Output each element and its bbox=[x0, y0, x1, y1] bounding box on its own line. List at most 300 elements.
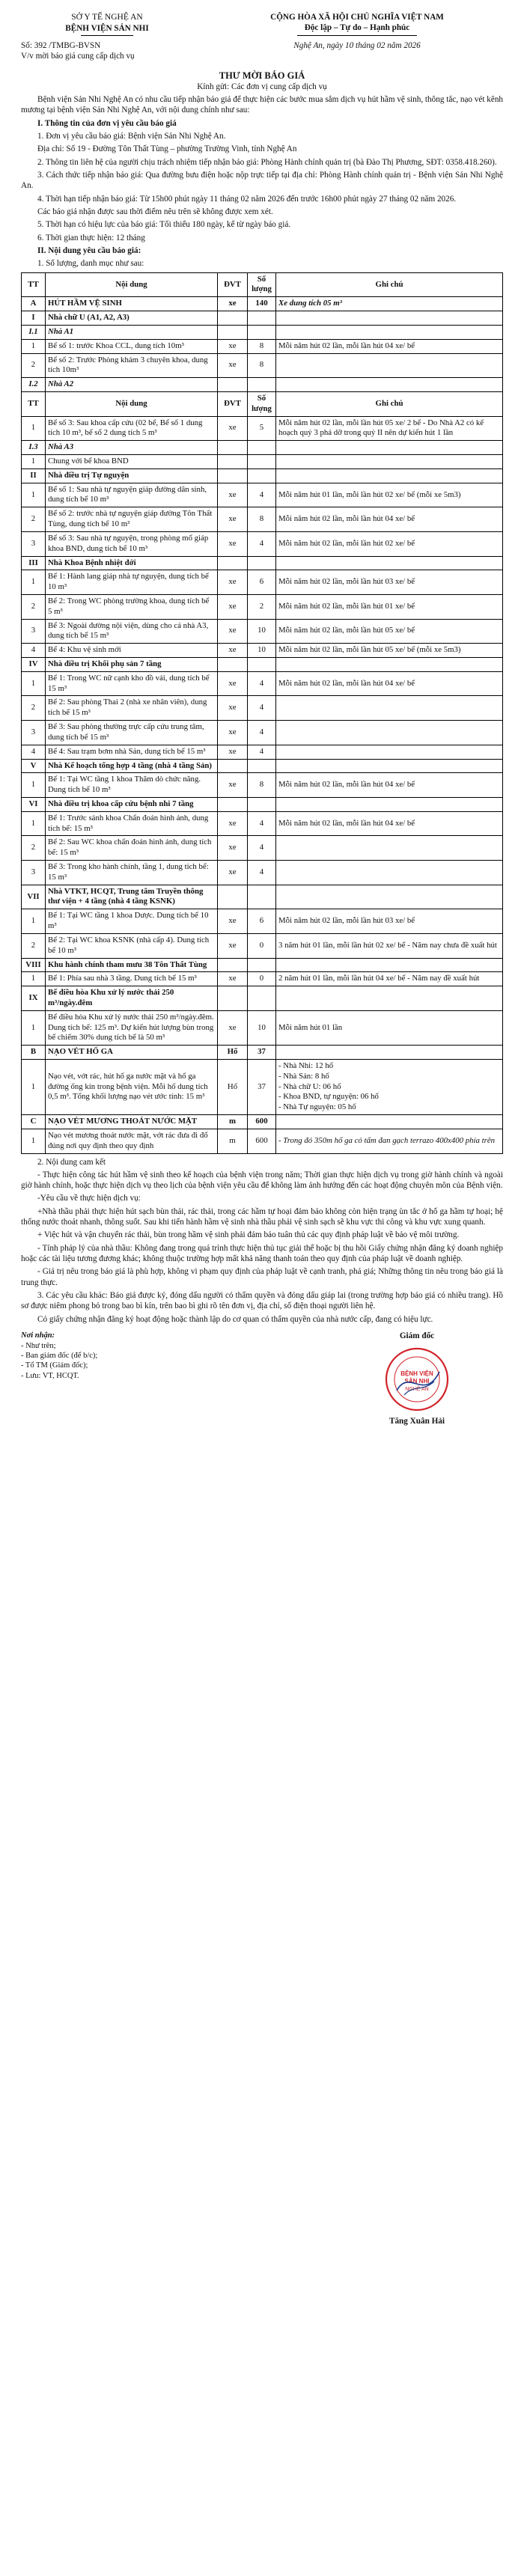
cell-content: Bể số 3: Sau khoa cấp cứu (02 bể, Bể số 1 dung tích 10 m³, bể số 2 dung tích 5 m³ bbox=[46, 416, 218, 441]
cell-unit bbox=[218, 556, 248, 570]
cell-unit: xe bbox=[218, 861, 248, 885]
cell-content: Bể 1: Tại WC tầng 1 khoa Thăm dò chức năng. Dung tích bể 10 m³ bbox=[46, 773, 218, 798]
recipients-title: Nơi nhận: bbox=[21, 1331, 55, 1340]
cell-unit bbox=[218, 311, 248, 326]
cell-unit bbox=[218, 759, 248, 773]
cell-note bbox=[276, 441, 503, 455]
cell-unit: xe bbox=[218, 353, 248, 378]
cell-tt: II bbox=[22, 468, 46, 483]
cell-content: Bể 3: Ngoài đường nội viện, dùng cho cả nhà A3, dung tích bể 15 m³ bbox=[46, 619, 218, 644]
cell-note bbox=[276, 658, 503, 672]
cell-note: Mỗi năm hút 02 lần, mỗi lần hút 01 xe/ bể bbox=[276, 594, 503, 619]
cell-quantity: 10 bbox=[248, 644, 276, 658]
cell-content: Nhà A2 bbox=[46, 378, 218, 392]
cell-quantity: 6 bbox=[248, 570, 276, 595]
recipients-block bbox=[21, 1331, 246, 1427]
cell-tt: 2 bbox=[22, 353, 46, 378]
section-1-item: Các báo giá nhận được sau thời điểm nêu trên sẽ không được xem xét. bbox=[37, 207, 273, 216]
cell-tt: 3 bbox=[22, 531, 46, 556]
cell-quantity: 10 bbox=[248, 1010, 276, 1045]
cell-tt: 1 bbox=[22, 339, 46, 353]
cell-tt: IV bbox=[22, 658, 46, 672]
cell-tt: 3 bbox=[22, 861, 46, 885]
cell-unit: xe bbox=[218, 507, 248, 532]
table-group-row bbox=[22, 468, 503, 483]
cell-quantity bbox=[248, 658, 276, 672]
cell-content: Bể 1: Tại WC tầng 1 khoa Dược. Dung tích bể 10 m³ bbox=[46, 909, 218, 934]
cell-unit bbox=[218, 658, 248, 672]
cell-unit bbox=[218, 325, 248, 339]
cell-quantity bbox=[248, 311, 276, 326]
table-row bbox=[22, 836, 503, 861]
cell-unit: xe bbox=[218, 721, 248, 745]
cell-unit: ĐVT bbox=[218, 391, 248, 416]
table-header-row bbox=[22, 272, 503, 297]
cell-quantity: 6 bbox=[248, 909, 276, 934]
cell-tt: VI bbox=[22, 797, 46, 811]
cell-quantity bbox=[248, 441, 276, 455]
cell-unit: xe bbox=[218, 909, 248, 934]
cell-tt: 2 bbox=[22, 836, 46, 861]
cell-tt: 3 bbox=[22, 619, 46, 644]
table-row bbox=[22, 353, 503, 378]
intro-paragraph: Bệnh viện Sản Nhi Nghệ An có nhu cầu tiếp nhận báo giá để thực hiện các bước mua sắm dịch vụ hút hầm vệ sinh, thông tắc, nạo vét kênh mương tại bệnh viện Sản Nhi Nghệ An, với nội dung chính như sau: bbox=[21, 95, 504, 115]
cell-note: Mỗi năm hút 02 lần, mỗi lần hút 04 xe/ bể bbox=[276, 507, 503, 532]
cell-note: Mỗi năm hút 01 lần bbox=[276, 1010, 503, 1045]
cell-tt: V bbox=[22, 759, 46, 773]
cell-unit: xe bbox=[218, 339, 248, 353]
cell-note: Mỗi năm hút 02 lần, mỗi lần hút 03 xe/ bể bbox=[276, 570, 503, 595]
cell-content: Nhà điều trị khoa cấp cứu bệnh nhi 7 tầng bbox=[46, 797, 218, 811]
cell-content: Nhà điều trị Tự nguyện bbox=[46, 468, 218, 483]
cell-quantity: Số lượng bbox=[248, 391, 276, 416]
signer-role: Giám đốc bbox=[399, 1331, 435, 1341]
signature-block bbox=[331, 1331, 503, 1427]
cell-content: Nhà Khoa Bệnh nhiệt đới bbox=[46, 556, 218, 570]
cell-note bbox=[276, 311, 503, 326]
recipient-item: - Như trên; bbox=[21, 1341, 56, 1350]
cell-unit: xe bbox=[218, 972, 248, 986]
table-group-row bbox=[22, 1046, 503, 1060]
cell-unit bbox=[218, 958, 248, 972]
cell-tt: 1 bbox=[22, 483, 46, 507]
section-1-content bbox=[21, 131, 503, 243]
cell-quantity bbox=[248, 986, 276, 1011]
cell-quantity: 4 bbox=[248, 745, 276, 759]
table-group-row bbox=[22, 311, 503, 326]
cell-content: Bể số 1: trước Khoa CCL, dung tích 10m³ bbox=[46, 339, 218, 353]
table-group-row bbox=[22, 441, 503, 455]
cell-content: Nội dung bbox=[46, 391, 218, 416]
cell-quantity: 4 bbox=[248, 811, 276, 836]
recipients-list bbox=[21, 1341, 246, 1382]
recipient-item: - Tổ TM (Giám đốc); bbox=[21, 1361, 88, 1370]
cell-content: Bể 3: Sau phòng thường trực cấp cứu trung tâm, dung tích bể 15 m³ bbox=[46, 721, 218, 745]
commitment-paragraph: + Việc hút và vận chuyển rác thải, bùn trong hầm vệ sinh phải đảm bảo tuân thủ các quy định pháp luật về bảo vệ môi trường. bbox=[37, 1230, 460, 1240]
cell-unit: xe bbox=[218, 297, 248, 311]
cell-note: - Nhà Nhi: 12 hố - Nhà Sản: 8 hố - Nhà chữ U: 06 hố - Khoa BND, tự nguyện: 06 hố - Nhà Tự nguyện: 05 hố bbox=[276, 1060, 503, 1115]
cell-quantity: 5 bbox=[248, 416, 276, 441]
cell-tt: 1 bbox=[22, 773, 46, 798]
cell-content: Bể 2: Sau WC khoa chẩn đoán hình ảnh, dung tích bể: 15 m³ bbox=[46, 836, 218, 861]
table-group-row bbox=[22, 885, 503, 909]
cell-quantity bbox=[248, 759, 276, 773]
signature-row bbox=[21, 1331, 503, 1427]
cell-content: Nhà A3 bbox=[46, 441, 218, 455]
table-group-row bbox=[22, 378, 503, 392]
cell-quantity: 8 bbox=[248, 339, 276, 353]
cell-tt: 2 bbox=[22, 594, 46, 619]
cell-tt: I.3 bbox=[22, 441, 46, 455]
table-row bbox=[22, 811, 503, 836]
cell-content: Chung với bể khoa BND bbox=[46, 455, 218, 469]
cell-unit bbox=[218, 378, 248, 392]
cell-quantity bbox=[248, 325, 276, 339]
table-row bbox=[22, 696, 503, 721]
table-row bbox=[22, 1010, 503, 1045]
cell-unit: xe bbox=[218, 594, 248, 619]
cell-quantity: 4 bbox=[248, 861, 276, 885]
svg-text:BỆNH VIỆN: BỆNH VIỆN bbox=[400, 1370, 433, 1378]
section-2-sub2: 2. Nội dung cam kết bbox=[37, 1157, 106, 1167]
cell-note: Mỗi năm hút 02 lần, mỗi lần hút 05 xe/ 2 bể - Do Nhà A2 có kế hoạch quý 3 phá dỡ trong quý II nên dự kiến hút 1 lần bbox=[276, 416, 503, 441]
table-row bbox=[22, 671, 503, 696]
commitment-paragraph: 3. Các yêu cầu khác: Báo giá được ký, đóng dấu người có thẩm quyền và đóng dấu giáp lai (trong trường hợp báo giá có nhiều trang). Hồ sơ được niêm phong bỏ trong bao bì kín, trên bao bì ghi rõ tên đơn vị, địa chỉ, số điện thoại người liên hệ. bbox=[21, 1291, 503, 1311]
cell-tt: 1 bbox=[22, 1060, 46, 1115]
cell-content: Bể 4: Khu vệ sinh mới bbox=[46, 644, 218, 658]
table-group-row bbox=[22, 759, 503, 773]
cell-tt: 1 bbox=[22, 455, 46, 469]
cell-quantity: 2 bbox=[248, 594, 276, 619]
cell-content: Nạo vét, vớt rác, hút hố ga nước mặt và hố ga đường ống kín trong bệnh viện. Mỗi hố dung tích 0,5 m³. Tổng khối lượng nạo vét ước tính: 15 m³ bbox=[46, 1060, 218, 1115]
section-1-item: 2. Thông tin liên hệ của người chịu trách nhiệm tiếp nhận báo giá: Phòng Hành chính quản trị (bà Đào Thị Phương, SĐT: 0358.418.260). bbox=[37, 157, 497, 167]
cell-tt: 2 bbox=[22, 696, 46, 721]
cell-content: HÚT HẦM VỆ SINH bbox=[46, 297, 218, 311]
table-row bbox=[22, 570, 503, 595]
cell-tt: 1 bbox=[22, 570, 46, 595]
cell-note: Mỗi năm hút 02 lần, mỗi lần hút 04 xe/ bể bbox=[276, 773, 503, 798]
cell-unit: xe bbox=[218, 1010, 248, 1045]
cell-tt: III bbox=[22, 556, 46, 570]
republic-name: CỘNG HÒA XÃ HỘI CHỦ NGHĨA VIỆT NAM bbox=[270, 13, 444, 22]
table-row bbox=[22, 455, 503, 469]
section-1-item: 4. Thời hạn tiếp nhận báo giá: Từ 15h00 phút ngày 11 tháng 02 năm 2026 đến trước 16h00 phút ngày 27 tháng 02 năm 2026. bbox=[37, 194, 457, 204]
cell-tt: VIII bbox=[22, 958, 46, 972]
col-header-tt: TT bbox=[22, 272, 46, 297]
cell-tt: 4 bbox=[22, 745, 46, 759]
cell-tt: 2 bbox=[22, 507, 46, 532]
cell-content: Khu hành chính tham mưu 38 Tôn Thất Tùng bbox=[46, 958, 218, 972]
cell-note: Mỗi năm hút 02 lần, mỗi lần hút 05 xe/ bể bbox=[276, 619, 503, 644]
table-group-row bbox=[22, 658, 503, 672]
cell-unit bbox=[218, 797, 248, 811]
cell-tt: 1 bbox=[22, 1010, 46, 1045]
cell-content: Nhà Kế hoạch tổng hợp 4 tầng (nhà 4 tầng Sản) bbox=[46, 759, 218, 773]
cell-tt: 1 bbox=[22, 671, 46, 696]
table-group-row bbox=[22, 297, 503, 311]
cell-content: Bể 2: Sau phòng Thai 2 (nhà xe nhân viên), dung tích bể 15 m³ bbox=[46, 696, 218, 721]
cell-note bbox=[276, 958, 503, 972]
divider bbox=[81, 35, 133, 36]
cell-note bbox=[276, 455, 503, 469]
table-row bbox=[22, 594, 503, 619]
cell-note bbox=[276, 556, 503, 570]
cell-unit: xe bbox=[218, 836, 248, 861]
table-row bbox=[22, 619, 503, 644]
col-header-note: Ghi chú bbox=[276, 272, 503, 297]
col-header-unit: ĐVT bbox=[218, 272, 248, 297]
cell-note bbox=[276, 468, 503, 483]
table-row bbox=[22, 773, 503, 798]
cell-tt: 1 bbox=[22, 972, 46, 986]
cell-tt: IX bbox=[22, 986, 46, 1011]
cell-content: Bể số 3: Sau nhà tự nguyện, trong phòng mổ giáp khoa BND, dung tích bể 10 m³ bbox=[46, 531, 218, 556]
cell-quantity: 8 bbox=[248, 353, 276, 378]
cell-content: Bể số 1: Sau nhà tự nguyện giáp đường dân sinh, dung tích bể 10 m³ bbox=[46, 483, 218, 507]
cell-note: Mỗi năm hút 02 lần, mỗi lần hút 02 xe/ bể bbox=[276, 531, 503, 556]
cell-content: Bể 4: Sau trạm bơm nhà Sản, dung tích bể 15 m³ bbox=[46, 745, 218, 759]
commitment-paragraph: -Yêu cầu về thực hiện dịch vụ: bbox=[37, 1194, 141, 1203]
cell-content: Nhà A1 bbox=[46, 325, 218, 339]
cell-unit: m bbox=[218, 1115, 248, 1129]
table-row bbox=[22, 644, 503, 658]
cell-note: Mỗi năm hút 02 lần, mỗi lần hút 04 xe/ bể bbox=[276, 339, 503, 353]
cell-tt: 2 bbox=[22, 933, 46, 958]
cell-unit: xe bbox=[218, 745, 248, 759]
cell-content: Bể 1: Trong WC nữ cạnh kho đồ vải, dung tích bể 15 m³ bbox=[46, 671, 218, 696]
greeting: Kính gửi: Các đơn vị cung cấp dịch vụ bbox=[197, 82, 327, 91]
cell-note bbox=[276, 836, 503, 861]
cell-tt: I bbox=[22, 311, 46, 326]
table-group-row bbox=[22, 556, 503, 570]
table-row bbox=[22, 531, 503, 556]
cell-note bbox=[276, 861, 503, 885]
cell-content: Bể 2: Trong WC phòng trường khoa, dung tích bể 5 m³ bbox=[46, 594, 218, 619]
cell-content: Bể 2: Tại WC khoa KSNK (nhà cấp 4). Dung tích bể 10 m³ bbox=[46, 933, 218, 958]
cell-tt: VII bbox=[22, 885, 46, 909]
table-body bbox=[22, 297, 503, 1153]
cell-quantity bbox=[248, 455, 276, 469]
cell-content: Bể 1: Trước sảnh khoa Chẩn đoán hình ảnh, dung tích bể: 15 m³ bbox=[46, 811, 218, 836]
cell-unit: xe bbox=[218, 773, 248, 798]
cell-tt: 1 bbox=[22, 909, 46, 934]
section-1-item: Địa chỉ: Số 19 - Đường Tôn Thất Tùng – phường Trường Vinh, tỉnh Nghệ An bbox=[37, 144, 297, 154]
cell-unit: xe bbox=[218, 416, 248, 441]
cell-note bbox=[276, 325, 503, 339]
svg-text:NGHỆ AN: NGHỆ AN bbox=[405, 1387, 429, 1393]
cell-quantity: 8 bbox=[248, 773, 276, 798]
cell-content: NẠO VÉT MƯƠNG THOÁT NƯỚC MẶT bbox=[46, 1115, 218, 1129]
cell-quantity: 4 bbox=[248, 836, 276, 861]
cell-quantity: 4 bbox=[248, 531, 276, 556]
table-row bbox=[22, 339, 503, 353]
cell-content: Bể số 2: trước nhà tự nguyện giáp đường Tôn Thất Tùng, dung tích bể 10 m³ bbox=[46, 507, 218, 532]
document-header bbox=[21, 12, 503, 39]
cell-quantity: 140 bbox=[248, 297, 276, 311]
official-stamp bbox=[383, 1346, 451, 1413]
cell-note: - Trong đó 350m hố ga có tấm đan gạch terrazo 400x400 phía trên bbox=[276, 1129, 503, 1153]
section-2-heading: II. Nội dung yêu cầu báo giá: bbox=[37, 245, 141, 255]
cell-quantity: 4 bbox=[248, 721, 276, 745]
table-group-row bbox=[22, 797, 503, 811]
cell-unit bbox=[218, 885, 248, 909]
service-table bbox=[21, 272, 503, 1154]
cell-tt: 3 bbox=[22, 721, 46, 745]
commitment-paragraph: +Nhà thầu phải thực hiện hút sạch bùn thải, rác thải, trong các hầm tự hoại đảm bảo không còn hiện trạng ùn tắc ở hố ga hầm tự hoại; hệ thống nước thoát nhanh, thông suốt. Sau khi tiến hành hầm vệ sinh nhà thầu phải vệ sinh sạch sẽ khu vực thi công và khu vực xung quanh. bbox=[21, 1206, 503, 1227]
cell-note: Mỗi năm hút 02 lần, mỗi lần hút 05 xe/ bể (mỗi xe 5m3) bbox=[276, 644, 503, 658]
cell-unit bbox=[218, 986, 248, 1011]
cell-note: 2 năm hút 01 lần, mỗi lần hút 04 xe/ bể - Năm nay đề xuất hút bbox=[276, 972, 503, 986]
table-row bbox=[22, 861, 503, 885]
national-block bbox=[211, 12, 503, 39]
recipient-item: - Lưu: VT, HCQT. bbox=[21, 1371, 79, 1380]
cell-quantity: 10 bbox=[248, 619, 276, 644]
cell-unit bbox=[218, 468, 248, 483]
cell-unit bbox=[218, 441, 248, 455]
cell-note bbox=[276, 696, 503, 721]
table-row bbox=[22, 721, 503, 745]
document-number: Số: 392 /TMBG-BVSN bbox=[21, 41, 101, 51]
section-1-item: 6. Thời gian thực hiện: 12 tháng bbox=[37, 233, 145, 242]
cell-content: Bể 1: Hành lang giáp nhà tự nguyện, dung tích bể 10 m³ bbox=[46, 570, 218, 595]
hospital-name: BỆNH VIỆN SẢN NHI bbox=[65, 23, 149, 33]
cell-quantity: 4 bbox=[248, 483, 276, 507]
recipient-item: - Ban giám đốc (để b/c); bbox=[21, 1351, 98, 1360]
cell-quantity: 0 bbox=[248, 933, 276, 958]
cell-tt: I.1 bbox=[22, 325, 46, 339]
cell-note bbox=[276, 1115, 503, 1129]
commitment-paragraph: - Giá trị nêu trong báo giá là phù hợp, không vi phạm quy định của pháp luật về cạnh tranh, phá giá; Những thông tin nêu trong báo giá là trung thực. bbox=[21, 1267, 503, 1287]
table-row bbox=[22, 972, 503, 986]
cell-note bbox=[276, 885, 503, 909]
reference-block bbox=[21, 40, 171, 62]
cell-unit: m bbox=[218, 1129, 248, 1153]
ministry-name: SỞ Y TẾ NGHỆ AN bbox=[71, 13, 143, 22]
cell-note: 3 năm hút 01 lần, mỗi lần hút 02 xe/ bể - Năm nay chưa đề xuất hút bbox=[276, 933, 503, 958]
cell-quantity: 600 bbox=[248, 1129, 276, 1153]
cell-note bbox=[276, 797, 503, 811]
cell-unit: xe bbox=[218, 619, 248, 644]
cell-quantity: 4 bbox=[248, 671, 276, 696]
table-group-row bbox=[22, 325, 503, 339]
cell-tt: I.2 bbox=[22, 378, 46, 392]
cell-content: NẠO VÉT HỐ GA bbox=[46, 1046, 218, 1060]
table-row bbox=[22, 909, 503, 934]
section-1-item: 1. Đơn vị yêu cầu báo giá: Bệnh viện Sản Nhi Nghệ An. bbox=[37, 132, 226, 141]
cell-unit: xe bbox=[218, 811, 248, 836]
cell-tt: 4 bbox=[22, 644, 46, 658]
cell-unit bbox=[218, 455, 248, 469]
commitment-paragraph: Có giấy chứng nhận đăng ký hoạt động hoặc thành lập do cơ quan có thẩm quyền của nhà nước cấp, đang có hiệu lực. bbox=[37, 1314, 433, 1324]
cell-tt: B bbox=[22, 1046, 46, 1060]
cell-unit: xe bbox=[218, 531, 248, 556]
table-row bbox=[22, 507, 503, 532]
cell-content: Bể điều hòa Khu xử lý nước thải 250 m³/ngày.đêm bbox=[46, 986, 218, 1011]
cell-quantity bbox=[248, 378, 276, 392]
cell-unit: Hố bbox=[218, 1060, 248, 1115]
cell-content: Bể 3: Trong kho hành chính, tầng 1, dung tích bể: 15 m³ bbox=[46, 861, 218, 885]
cell-tt: 1 bbox=[22, 811, 46, 836]
cell-unit: xe bbox=[218, 644, 248, 658]
cell-note bbox=[276, 759, 503, 773]
cell-content: Nạo vét mương thoát nước mặt, vớt rác đưa đi đổ đúng nơi quy định theo quy định bbox=[46, 1129, 218, 1153]
cell-content: Nhà chữ U (A1, A2, A3) bbox=[46, 311, 218, 326]
reference-row bbox=[21, 40, 503, 62]
cell-quantity bbox=[248, 958, 276, 972]
document-date: Nghệ An, ngày 10 tháng 02 năm 2026 bbox=[293, 41, 421, 51]
section-2-sub1: 1. Số lượng, danh mục như sau: bbox=[37, 259, 144, 269]
cell-quantity bbox=[248, 797, 276, 811]
cell-note bbox=[276, 745, 503, 759]
table-group-row bbox=[22, 1115, 503, 1129]
cell-unit: xe bbox=[218, 671, 248, 696]
divider bbox=[297, 35, 417, 36]
section-1-heading: I. Thông tin của đơn vị yêu cầu báo giá bbox=[37, 118, 177, 128]
signer-name: Tăng Xuân Hải bbox=[389, 1417, 445, 1426]
cell-note bbox=[276, 353, 503, 378]
cell-note bbox=[276, 1046, 503, 1060]
cell-note: Xe dung tích 05 m³ bbox=[276, 297, 503, 311]
svg-text:SẢN NHI: SẢN NHI bbox=[404, 1378, 430, 1385]
table-row bbox=[22, 933, 503, 958]
cell-note: Mỗi năm hút 02 lần, mỗi lần hút 04 xe/ bể bbox=[276, 671, 503, 696]
stamp-seal-icon bbox=[383, 1346, 451, 1413]
section-1-item: 3. Cách thức tiếp nhận báo giá: Qua đường bưu điện hoặc nộp trực tiếp tại địa chỉ: Phòng Hành chính quản trị - Bệnh viện Sản Nhi Nghệ An. bbox=[21, 171, 503, 191]
cell-quantity bbox=[248, 885, 276, 909]
table-row bbox=[22, 1060, 503, 1115]
commitment-paragraph: - Tính pháp lý của nhà thầu: Không đang trong quá trình thực hiện thủ tục giải thể hoặc bị thu hồi Giấy chứng nhận đăng ký doanh nghiệp hoặc các tài liệu tương đương khác; không thuộc trường hợp mất khả năng thanh toán theo quy định của pháp luật về doanh nghiệp. bbox=[21, 1243, 503, 1264]
col-header-quantity: Số lượng bbox=[248, 272, 276, 297]
cell-quantity: 600 bbox=[248, 1115, 276, 1129]
cell-tt: TT bbox=[22, 391, 46, 416]
cell-unit: xe bbox=[218, 696, 248, 721]
cell-note: Ghi chú bbox=[276, 391, 503, 416]
section-1-item: 5. Thời hạn có hiệu lực của báo giá: Tối thiểu 180 ngày, kể từ ngày báo giá. bbox=[37, 220, 291, 230]
cell-note bbox=[276, 986, 503, 1011]
cell-quantity: 37 bbox=[248, 1060, 276, 1115]
cell-unit: xe bbox=[218, 570, 248, 595]
table-group-row bbox=[22, 958, 503, 972]
table-row bbox=[22, 483, 503, 507]
cell-unit: xe bbox=[218, 483, 248, 507]
cell-note bbox=[276, 378, 503, 392]
issuer-block bbox=[21, 12, 193, 39]
cell-note: Mỗi năm hút 02 lần, mỗi lần hút 03 xe/ bể bbox=[276, 909, 503, 934]
cell-unit: xe bbox=[218, 933, 248, 958]
cell-quantity: 0 bbox=[248, 972, 276, 986]
cell-tt: 1 bbox=[22, 1129, 46, 1153]
table-row bbox=[22, 416, 503, 441]
cell-quantity bbox=[248, 556, 276, 570]
cell-note: Mỗi năm hút 02 lần, mỗi lần hút 04 xe/ bể bbox=[276, 811, 503, 836]
national-motto: Độc lập – Tự do – Hạnh phúc bbox=[304, 23, 410, 33]
cell-tt: 1 bbox=[22, 416, 46, 441]
cell-content: Nhà VTKT, HCQT, Trung tâm Truyền thông thư viện + 4 tầng (nhà 4 tầng KSNK) bbox=[46, 885, 218, 909]
cell-quantity bbox=[248, 468, 276, 483]
cell-quantity: 37 bbox=[248, 1046, 276, 1060]
table-row bbox=[22, 745, 503, 759]
table-header-row bbox=[22, 391, 503, 416]
col-header-content: Nội dung bbox=[46, 272, 218, 297]
cell-quantity: 4 bbox=[248, 696, 276, 721]
cell-content: Bể điều hòa Khu xử lý nước thải 250 m³/ngày.đêm. Dung tích bể: 125 m³. Dự kiến hút lượng bùn trong bể chiếm 30% dung tích bể là 50 m³ bbox=[46, 1010, 218, 1045]
commitment-content bbox=[21, 1170, 503, 1325]
cell-content: Bể số 2: Trước Phòng khám 3 chuyên khoa, dung tích 10m³ bbox=[46, 353, 218, 378]
cell-unit: Hố bbox=[218, 1046, 248, 1060]
cell-quantity: 8 bbox=[248, 507, 276, 532]
document-title: THƯ MỜI BÁO GIÁ bbox=[219, 70, 305, 81]
cell-content: Bể 1: Phía sau nhà 3 tầng. Dung tích bể 15 m³ bbox=[46, 972, 218, 986]
